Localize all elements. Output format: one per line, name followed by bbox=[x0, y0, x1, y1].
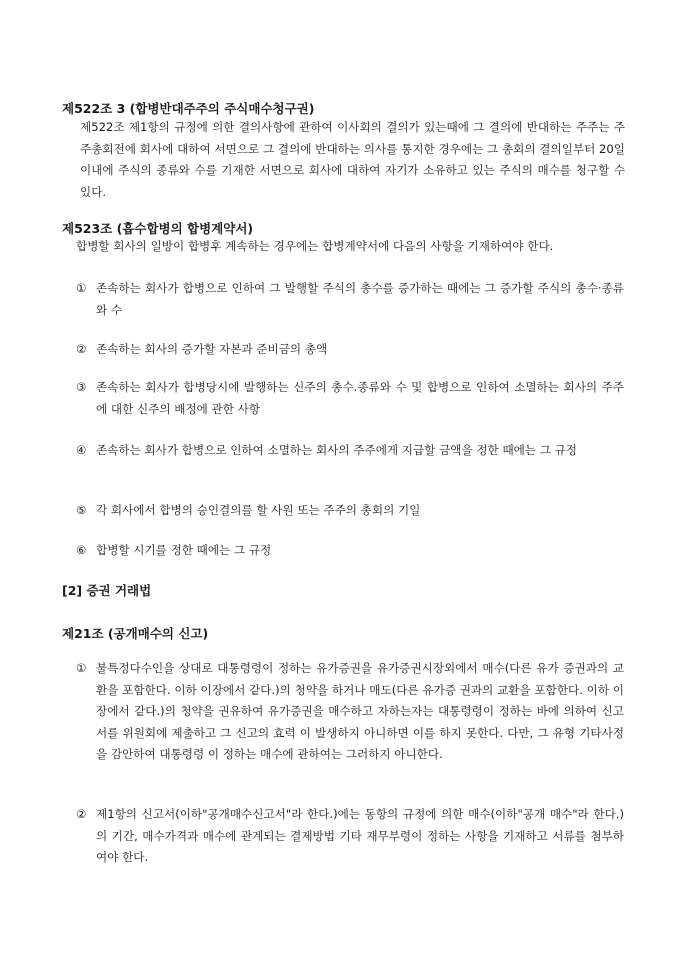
article-523-heading: 제523조 (흡수합병의 합병계약서) bbox=[62, 221, 254, 236]
item-text: 불특정다수인을 상대로 대통령령이 정하는 유가증권을 유가증권시장외에서 매수(다른 유가 증권과의 교환을 포함한다. 이하 이장에서 같다.)의 청약을 하거나 매도(다른 유가증 권과의 교환을 포함한다. 이하 이장에서 같다.)의 청약을 권유하여 유가증권을 매수하고 자하는자는 대통령령이 정하는 바에 의하여 신고서를 위원회에 제출하고 그 신고의 효력 이 발생하지 아니하면 이를 하지 못한다. 다만, 그 유형 기타사정을 감안하여 대통령령 이 정하는 매수에 관하여는 그러하지 아니한다. bbox=[96, 661, 624, 761]
item-text: 존속하는 회사가 합병당시에 발행하는 신주의 총수.종류와 수 및 합병으로 인하여 소멸하는 회사의 주주에 대한 신주의 배정에 관한 사항 bbox=[96, 380, 624, 416]
item-text: 합병할 시기를 정한 때에는 그 규정 bbox=[96, 543, 272, 557]
item-number: ⑤ bbox=[76, 503, 87, 517]
list-item bbox=[76, 377, 624, 420]
section-heading: [2] 증권 거래법 bbox=[62, 583, 152, 598]
item-text: 존속하는 회사가 합병으로 인하여 그 발행할 주식의 총수를 증가하는 때에는 그 증가할 주식의 총수·종류와 수 bbox=[96, 281, 624, 317]
list-item bbox=[76, 804, 624, 869]
item-text: 존속하는 회사의 증가할 자본과 준비금의 총액 bbox=[96, 342, 328, 356]
item-number: ① bbox=[76, 281, 87, 295]
item-number: ④ bbox=[76, 443, 87, 457]
item-number: ⑥ bbox=[76, 543, 87, 557]
article-523-intro: 합병할 회사의 일방이 합병후 계속하는 경우에는 합병계약서에 다음의 사항을 기재하여야 한다. bbox=[76, 239, 554, 253]
list-item bbox=[76, 658, 624, 766]
item-number: ② bbox=[76, 807, 87, 821]
article-21-heading: 제21조 (공개매수의 신고) bbox=[62, 626, 209, 641]
item-text: 존속하는 회사가 합병으로 인하여 소멸하는 회사의 주주에게 지급할 금액을 정한 때에는 그 규정 bbox=[96, 443, 578, 457]
article-522-3-heading: 제522조 3 (합병반대주주의 주식매수청구권) bbox=[62, 101, 315, 116]
item-text: 각 회사에서 합병의 승인결의를 할 사원 또는 주주의 총회의 기일 bbox=[96, 503, 421, 517]
item-number: ① bbox=[76, 661, 87, 675]
article-522-3-body: 제522조 제1항의 규정에 의한 결의사항에 관하여 이사회의 결의가 있는때에 그 결의에 반대하는 주주는 주주총회전에 회사에 대하여 서면으로 그 결의에 반대하는 의사를 통지한 경우에는 그 총회의 결의일부터 20일 이내에 주식의 종류와 수를 기재한 서면으로 회사에 대하여 자기가 소유하고 있는 주식의 매수를 청구할 수 있다. bbox=[80, 120, 625, 199]
list-item bbox=[76, 500, 624, 522]
item-number: ② bbox=[76, 342, 87, 356]
item-number: ③ bbox=[76, 380, 87, 394]
list-item bbox=[76, 540, 624, 562]
list-item bbox=[76, 339, 624, 361]
list-item bbox=[76, 440, 624, 462]
item-text: 제1항의 신고서(이하"공개매수신고서"라 한다.)에는 동항의 규정에 의한 매수(이하"공개 매수"라 한다.)의 기간, 매수가격과 매수에 관계되는 결제방법 기타 재무부령이 정하는 사항을 기재하고 서류를 첨부하여야 한다. bbox=[96, 807, 624, 864]
list-item bbox=[76, 278, 624, 321]
